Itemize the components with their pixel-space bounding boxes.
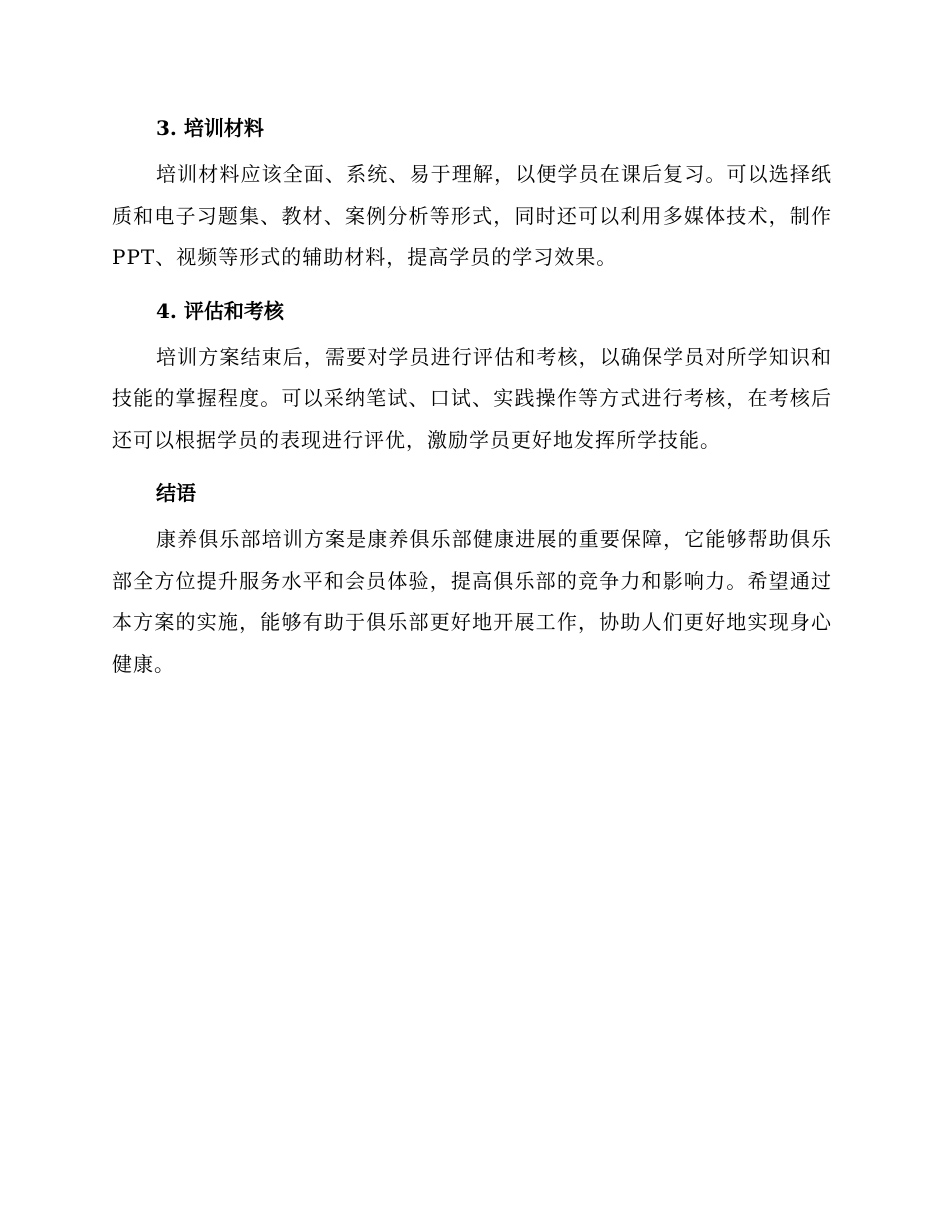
document-page xyxy=(112,108,832,697)
section-heading-evaluation: 4. 评估和考核 xyxy=(156,298,284,323)
section-heading-training-materials: 3. 培训材料 xyxy=(156,116,264,140)
section-paragraph-evaluation: 培训方案结束后，需要对学员进行评估和考核，以确保学员对所学知识和技能的掌握程度。可以采纳笔试、口试、实践操作等方式进行考核，在考核后还可以根据学员的表现进行评优，激励学员更好地发挥所学技能。 xyxy=(112,344,832,452)
section-paragraph-conclusion: 康养俱乐部培训方案是康养俱乐部健康进展的重要保障，它能够帮助俱乐部全方位提升服务水平和会员体验，提高俱乐部的竞争力和影响力。希望通过本方案的实施，能够有助于俱乐部更好地开展工作，协助人们更好地实现身心健康。 xyxy=(112,527,832,676)
section-heading-conclusion: 结语 xyxy=(156,481,196,505)
section-paragraph-training-materials: 培训材料应该全面、系统、易于理解，以便学员在课后复习。可以选择纸质和电子习题集、教材、案例分析等形式，同时还可以利用多媒体技术，制作 PPT、视频等形式的辅助材料，提高学员的学习效果。 xyxy=(112,162,832,269)
